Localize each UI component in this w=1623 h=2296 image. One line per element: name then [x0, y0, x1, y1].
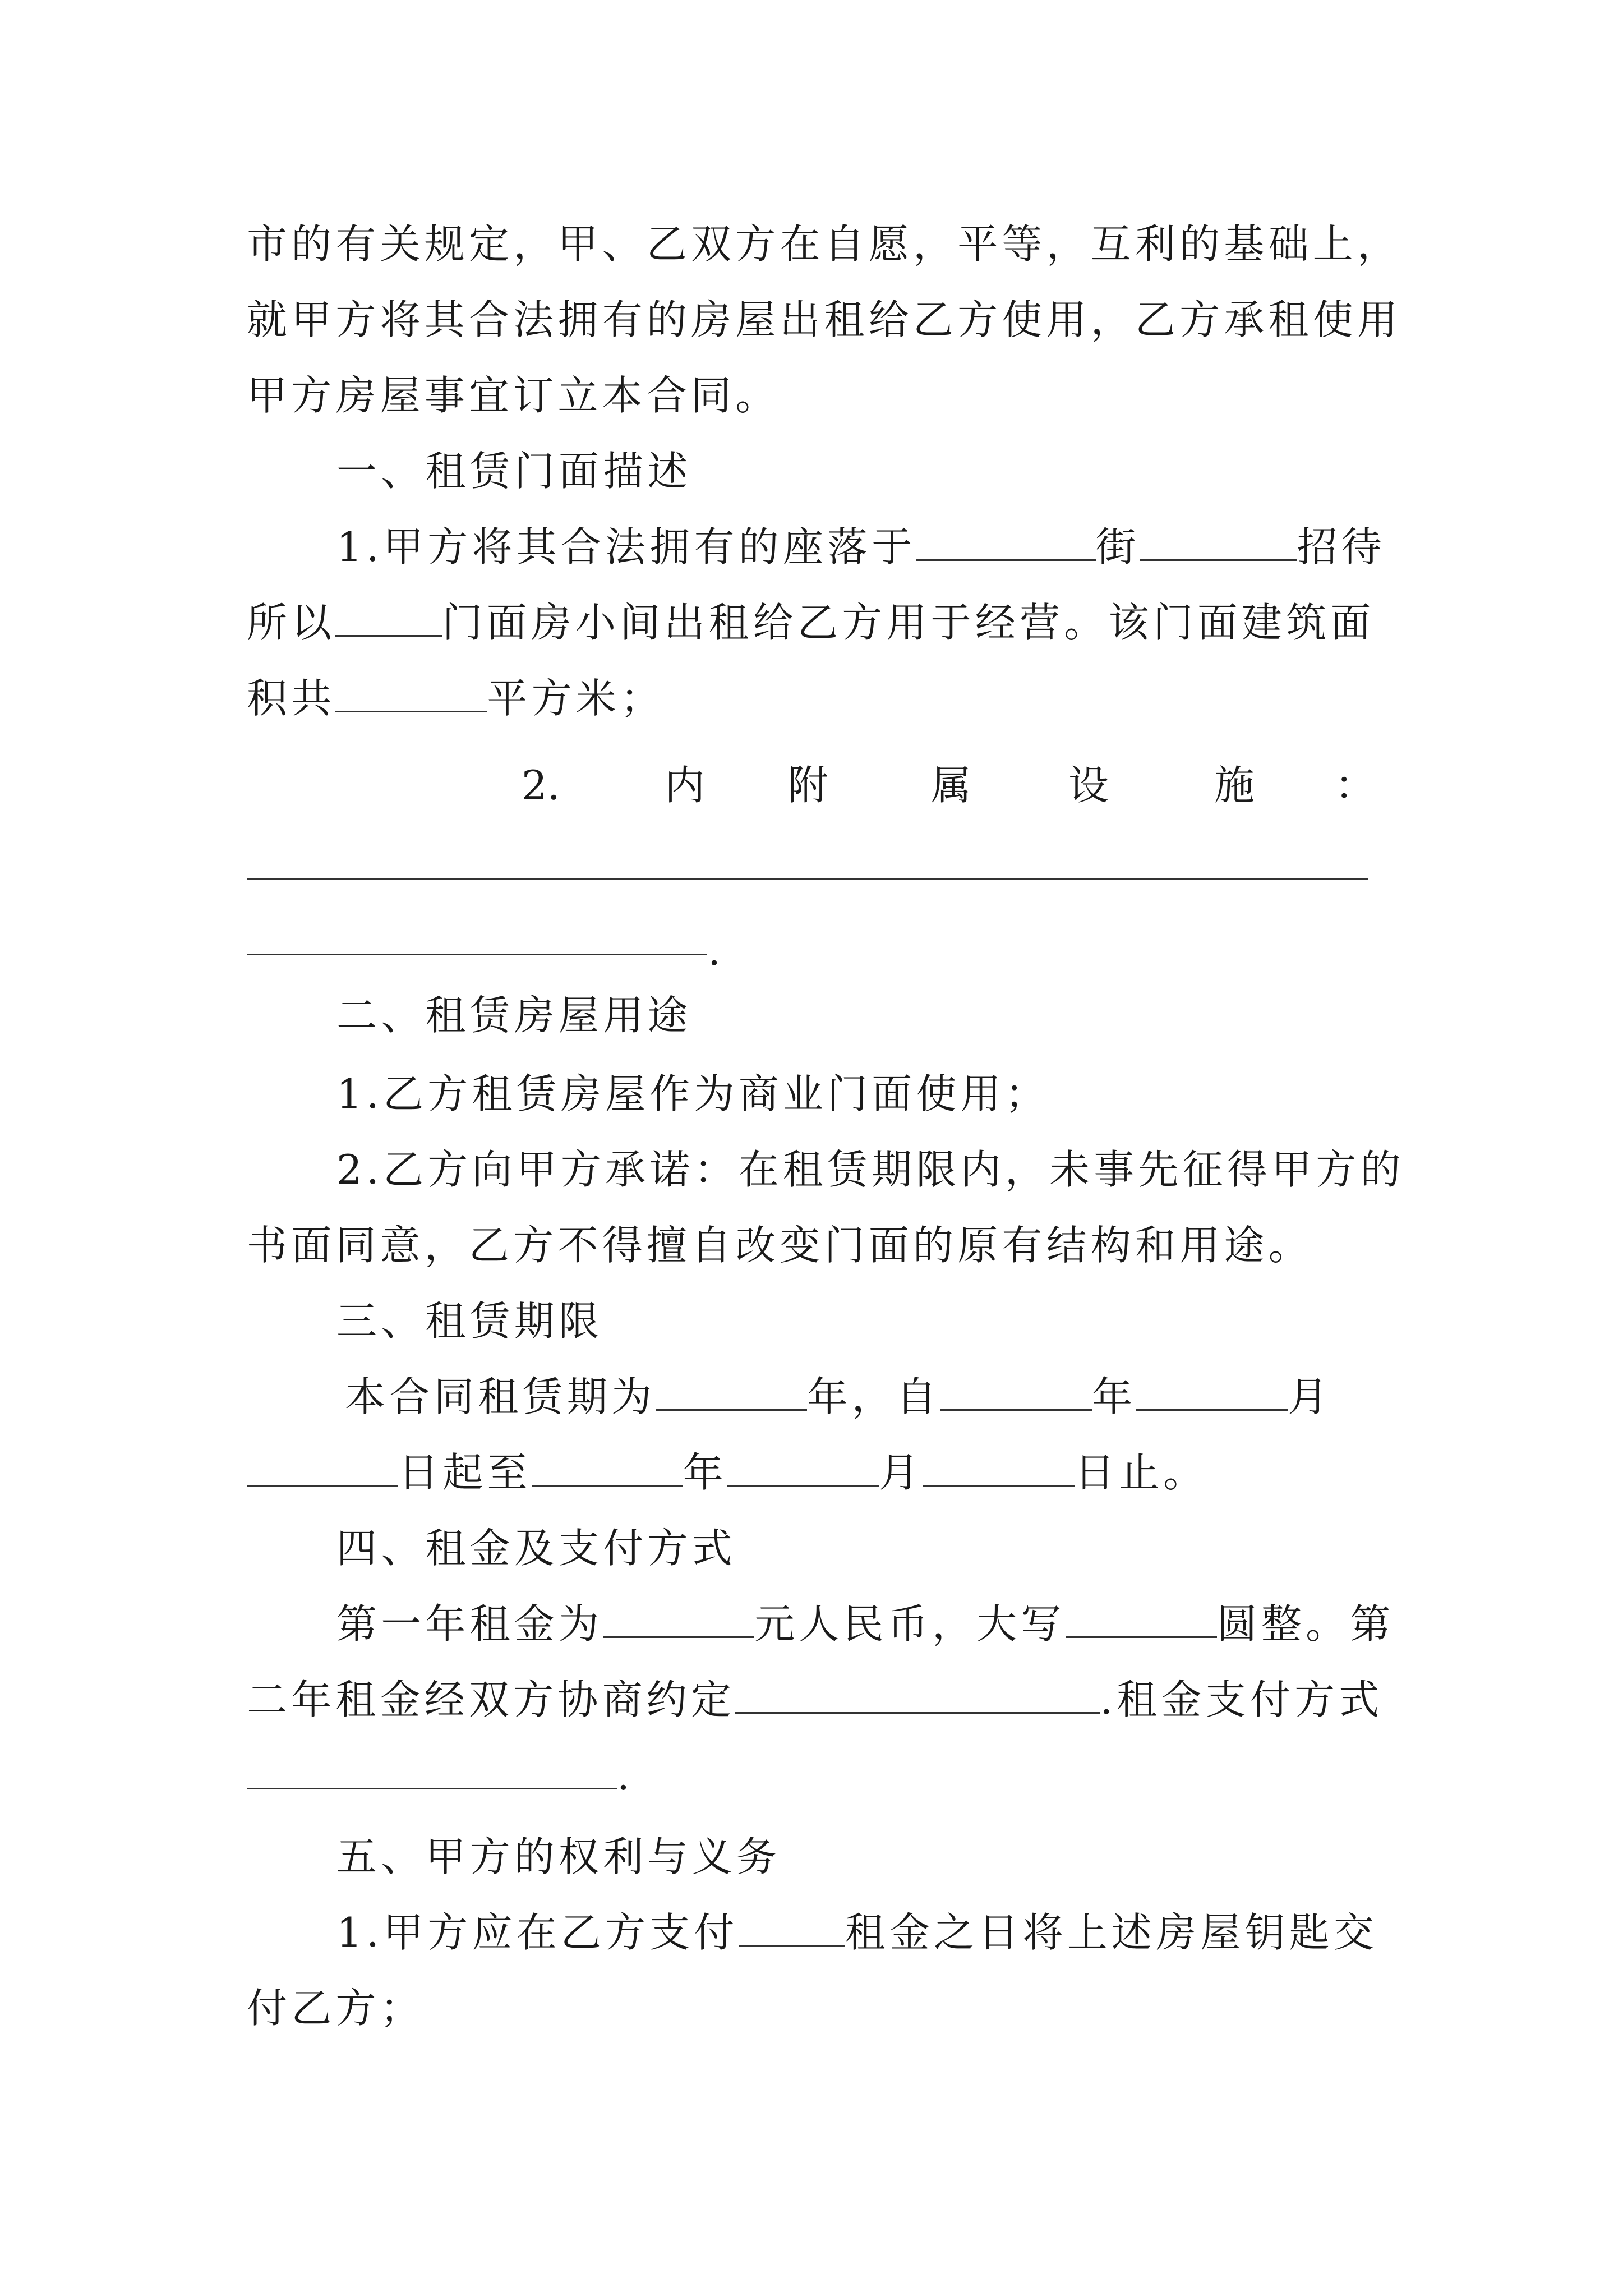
clause-1-2-line-1	[0, 746, 1623, 825]
text-run: 书面同意，乙方不得擅自改变门面的原有结构和用途。	[247, 1222, 1313, 1269]
clause-2-2-line-2	[0, 1206, 1623, 1285]
blank-field[interactable]	[532, 1448, 683, 1487]
clause-1-1-line-1	[0, 508, 1623, 586]
text-run: 门面房小间出租给乙方用于经营。该门面建筑面	[442, 599, 1375, 646]
text-run: 月	[1288, 1373, 1332, 1420]
text-run: .租金支付方式	[1100, 1676, 1384, 1723]
blank-field[interactable]	[940, 1373, 1092, 1411]
blank-field[interactable]	[656, 1373, 807, 1411]
clause-1-1-line-3	[0, 659, 1623, 738]
text-run: 日起至	[398, 1449, 532, 1496]
text-run: 街	[1095, 523, 1140, 570]
blank-field[interactable]	[916, 523, 1096, 561]
text-run: 年	[683, 1449, 727, 1496]
clause-4-line-2	[0, 1660, 1623, 1739]
section-heading-2	[0, 976, 1623, 1055]
section-heading-5	[0, 1818, 1623, 1896]
text-run: 平方米；	[487, 675, 665, 722]
clause-4-line-3	[0, 1736, 1623, 1815]
text-run: 附	[788, 762, 829, 809]
text-run: 2.乙方向甲方承诺：在租赁期限内，未事先征得甲方的	[336, 1146, 1405, 1193]
clause-2-2-line-1	[0, 1130, 1623, 1209]
blank-field[interactable]	[923, 1448, 1075, 1487]
section-heading-1	[0, 432, 1623, 510]
clause-3-line-2	[0, 1433, 1623, 1512]
text-run: ：	[1335, 762, 1376, 809]
blank-field[interactable]	[247, 1448, 398, 1487]
text-run: 属	[931, 762, 972, 809]
blank-field[interactable]	[247, 954, 707, 955]
text-run: 所以	[247, 599, 336, 646]
clause-2-1	[0, 1055, 1623, 1133]
text-run: 市的有关规定，甲、乙双方在自愿，平等，互利的基础上，	[247, 220, 1402, 268]
blank-field[interactable]	[335, 674, 487, 712]
intro-line-2	[0, 280, 1623, 359]
text-run: 内	[665, 762, 706, 809]
clause-number: 2.	[522, 762, 560, 809]
intro-line-1	[0, 205, 1623, 283]
blank-field[interactable]	[739, 1908, 845, 1947]
text-run: .	[617, 1752, 634, 1799]
clause-5-1-line-2	[0, 1969, 1623, 2047]
clause-5-1-line-1	[0, 1893, 1623, 1972]
text-run: 元人民币，大写	[754, 1600, 1066, 1648]
text-run: 年	[1092, 1373, 1137, 1420]
blank-field[interactable]	[1136, 1373, 1288, 1411]
text-run: 第一年租金为	[336, 1600, 603, 1648]
text-run: 付乙方；	[247, 1985, 425, 2032]
heading-text: 三、租赁期限	[336, 1297, 603, 1345]
blank-field[interactable]	[735, 1676, 1100, 1714]
clause-3-line-1	[0, 1358, 1623, 1436]
text-run: 甲方房屋事宜订立本合同。	[247, 372, 780, 419]
text-run: 本合同租赁期为	[345, 1373, 656, 1420]
text-run: 招待	[1297, 523, 1386, 570]
heading-text: 四、租金及支付方式	[336, 1525, 736, 1572]
blank-field[interactable]	[1140, 523, 1297, 561]
text-run: .	[708, 927, 721, 974]
section-heading-3	[0, 1282, 1623, 1360]
blank-field[interactable]	[335, 599, 442, 637]
intro-line-3	[0, 356, 1623, 435]
text-run: 1.乙方租赁房屋作为商业门面使用；	[336, 1070, 1050, 1117]
clause-1-1-line-2	[0, 583, 1623, 662]
text-run: 日止。	[1075, 1449, 1208, 1496]
blank-field[interactable]	[247, 1751, 617, 1789]
blank-field[interactable]	[247, 878, 1368, 880]
blank-field[interactable]	[1066, 1600, 1217, 1638]
text-run: 年，自	[807, 1373, 941, 1420]
text-run: 月	[878, 1449, 924, 1496]
blank-field[interactable]	[727, 1448, 879, 1487]
text-run: 1.甲方应在乙方支付	[336, 1909, 739, 1956]
text-run: 积共	[247, 675, 336, 722]
heading-text: 二、租赁房屋用途	[336, 992, 692, 1039]
section-heading-4	[0, 1509, 1623, 1588]
text-run: 设	[1068, 762, 1109, 809]
text-run: 施	[1214, 762, 1255, 809]
text-run: 1.甲方将其合法拥有的座落于	[336, 523, 916, 570]
text-run: 圆整。第	[1216, 1600, 1395, 1648]
heading-text: 五、甲方的权利与义务	[336, 1833, 781, 1880]
blank-field[interactable]	[603, 1600, 754, 1638]
text-run: 就甲方将其合法拥有的房屋出租给乙方使用，乙方承租使用	[247, 296, 1402, 343]
clause-4-line-1	[0, 1585, 1623, 1663]
text-run: 租金之日将上述房屋钥匙交	[845, 1909, 1378, 1956]
text-run: 二年租金经双方协商约定	[247, 1676, 736, 1723]
heading-text: 一、租赁门面描述	[336, 448, 692, 495]
